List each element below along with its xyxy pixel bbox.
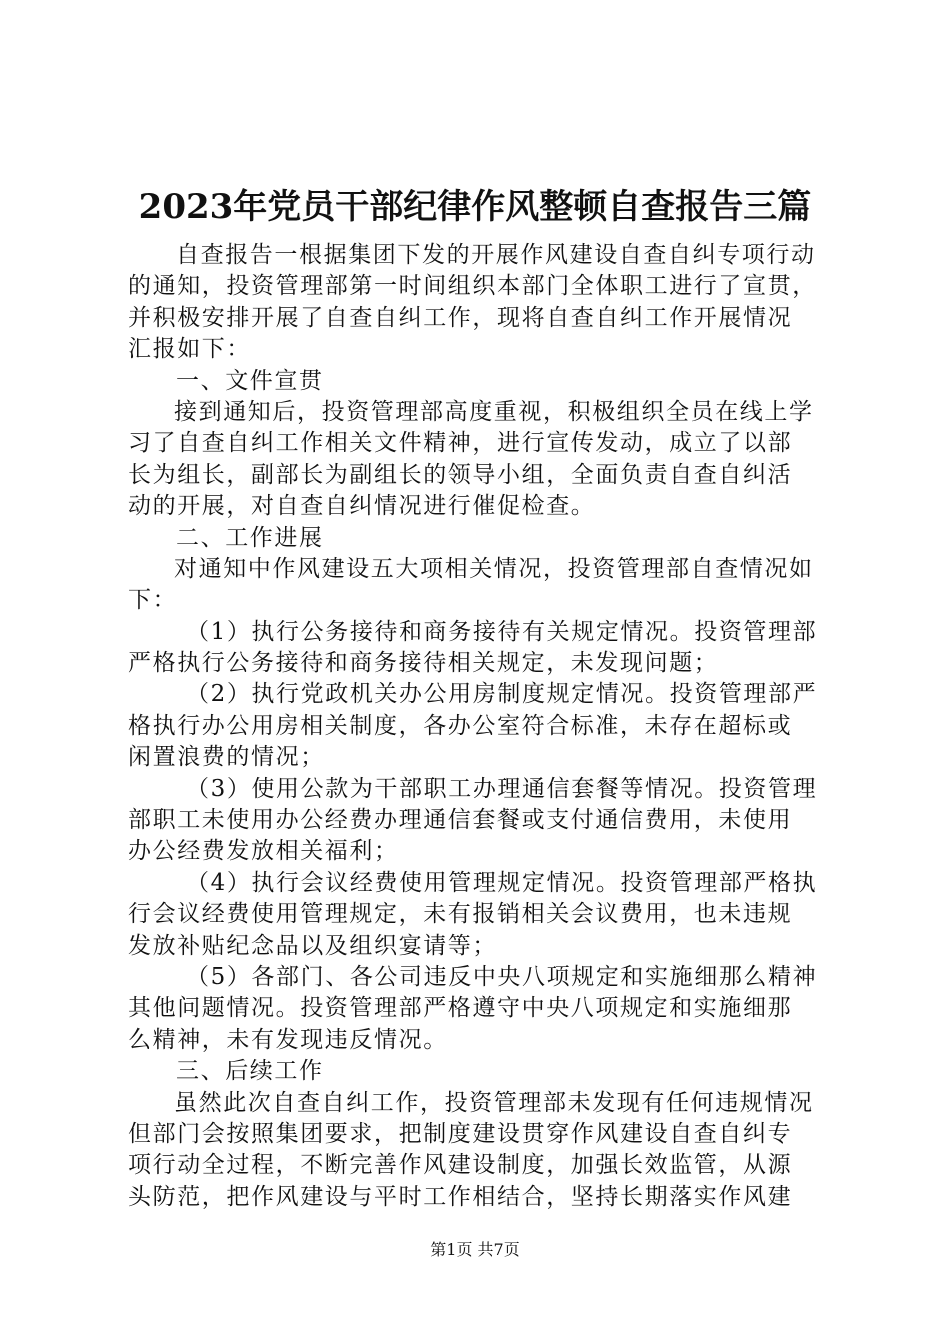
page-footer: 第1页 共7页 <box>430 1240 520 1259</box>
paragraph-line: 严格执行公务接待和商务接待相关规定，未发现问题； <box>128 650 719 677</box>
paragraph-line: 其他问题情况。投资管理部严格遵守中央八项规定和实施细那 <box>128 995 793 1022</box>
paragraph-line: 办公经费发放相关福利； <box>128 838 399 865</box>
list-item-line: （1）执行公务接待和商务接待有关规定情况。投资管理部 <box>186 618 818 645</box>
paragraph-line: 格执行办公用房相关制度，各办公室符合标准，未存在超标或 <box>128 712 793 739</box>
paragraph-line: 对通知中作风建设五大项相关情况，投资管理部自查情况如 <box>174 555 814 582</box>
list-item-line: （3）使用公款为干部职工办理通信套餐等情况。投资管理 <box>186 775 818 802</box>
paragraph-line: 头防范，把作风建设与平时工作相结合，坚持长期落实作风建 <box>128 1183 793 1210</box>
section-heading: 一、文件宣贯 <box>176 367 324 394</box>
document-title: 2023年党员干部纪律作风整顿自查报告三篇 <box>138 187 812 227</box>
paragraph-line: 并积极安排开展了自查自纠工作，现将自查自纠工作开展情况 <box>128 304 793 331</box>
document-body <box>128 240 840 1213</box>
list-item-line: （4）执行会议经费使用管理规定情况。投资管理部严格执 <box>186 869 818 896</box>
paragraph-line: 么精神，未有发现违反情况。 <box>128 1026 448 1053</box>
paragraph-line: 虽然此次自查自纠工作，投资管理部未发现有任何违规情况 <box>174 1089 814 1116</box>
paragraph-line: 但部门会按照集团要求，把制度建设贯穿作风建设自查自纠专 <box>128 1120 793 1147</box>
paragraph-line: 自查报告一根据集团下发的开展作风建设自查自纠专项行动 <box>176 242 816 268</box>
paragraph-line: 长为组长，副部长为副组长的领导小组，全面负责自查自纠活 <box>128 461 793 488</box>
list-item-line: （2）执行党政机关办公用房制度规定情况。投资管理部严 <box>186 681 818 708</box>
list-item-line: （5）各部门、各公司违反中央八项规定和实施细那么精神 <box>186 963 818 990</box>
paragraph-line: 行会议经费使用管理规定，未有报销相关会议费用，也未违规 <box>128 901 793 928</box>
paragraph-line: 习了自查自纠工作相关文件精神，进行宣传发动，成立了以部 <box>128 430 793 457</box>
paragraph-line: 发放补贴纪念品以及组织宴请等； <box>128 932 497 959</box>
paragraph-line: 下： <box>128 587 178 614</box>
paragraph-line: 闲置浪费的情况； <box>128 744 325 771</box>
section-heading: 三、后续工作 <box>176 1058 324 1085</box>
paragraph-line: 动的开展，对自查自纠情况进行催促检查。 <box>128 493 596 520</box>
paragraph-line: 的通知，投资管理部第一时间组织本部门全体职工进行了宣贯， <box>128 273 817 300</box>
paragraph-line: 项行动全过程，不断完善作风建设制度，加强长效监管，从源 <box>128 1152 793 1179</box>
paragraph-line: 接到通知后，投资管理部高度重视，积极组织全员在线上学 <box>174 398 814 425</box>
section-heading: 二、工作进展 <box>176 524 324 551</box>
paragraph-line: 部职工未使用办公经费办理通信套餐或支付通信费用，未使用 <box>128 807 793 834</box>
paragraph-line: 汇报如下： <box>128 336 251 363</box>
